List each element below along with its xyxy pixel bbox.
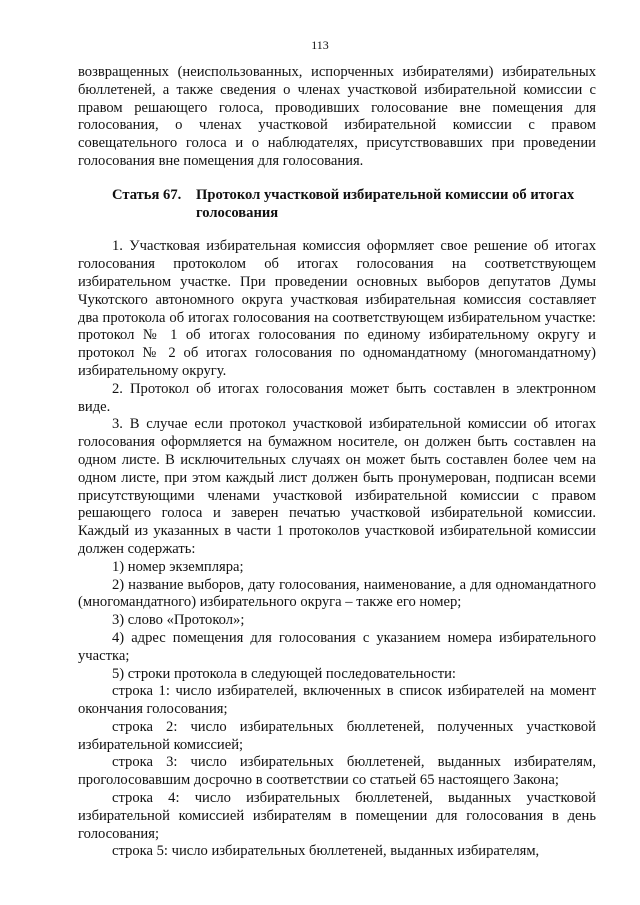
text-column xyxy=(78,64,596,861)
list-item-2: 2) название выборов, дату голосования, наименование, а для одномандатного (многомандатного) избирательного округа – также его номер; xyxy=(78,576,596,611)
protocol-line-4: строка 4: число избирательных бюллетеней, выданных участковой избирательной комиссией избирателям в помещении для голосования в день голосования; xyxy=(78,790,596,842)
paragraph-part-2: 2. Протокол об итогах голосования может быть составлен в электронном виде. xyxy=(78,380,596,415)
list-item-4: 4) адрес помещения для голосования с указанием номера избирательного участка; xyxy=(78,629,596,664)
protocol-line-5: строка 5: число избирательных бюллетеней, выданных избирателям, xyxy=(112,843,540,860)
list-item-3: 3) слово «Протокол»; xyxy=(112,612,245,629)
list-item-1: 1) номер экземпляра; xyxy=(112,558,244,575)
paragraph-part-3: 3. В случае если протокол участковой избирательной комиссии об итогах голосования оформляется на бумажном носителе, он должен быть составлен на одном листе. В исключительных случаях он может быть составлен более чем на одном листе, при этом каждый лист должен быть пронумерован, подписан всеми присутствующими членами участковой избирательной комиссии с правом решающего голоса и заверен печатью участковой избирательной комиссии. Каждый из указанных в части 1 протоколов участковой избирательной комиссии должен содержать: xyxy=(78,416,596,557)
article-title: Протокол участковой избирательной комиссии об итогах голосования xyxy=(196,186,575,221)
protocol-line-1: строка 1: число избирателей, включенных в список избирателей на момент окончания голосования; xyxy=(78,683,596,718)
intro-paragraph: возвращенных (неиспользованных, испорченных избирателями) избирательных бюллетеней, а также сведения о членах участковой избирательной комиссии с правом решающего голоса, проводивших голосование вне помещения для голосования, о членах участковой избирательной комиссии с правом совещательного голоса и о наблюдателях, присутствовавших при проведении голосования вне помещения для голосования. xyxy=(78,64,596,169)
article-number: Статья 67. xyxy=(112,186,182,203)
page-number: 113 xyxy=(311,38,329,52)
article-heading xyxy=(78,187,596,223)
list-item-5: 5) строки протокола в следующей последовательности: xyxy=(112,665,456,682)
protocol-line-2: строка 2: число избирательных бюллетеней, полученных участковой избирательной комиссией; xyxy=(78,718,596,753)
paragraph-part-1: 1. Участковая избирательная комиссия оформляет свое решение об итогах голосования протоколом об итогах голосования на соответствующем избирательном участке. При проведении основных выборов депутатов Думы Чукотского автономного округа участковая избирательная комиссия составляет два протокола об итогах голосования на соответствующем избирательном участке: протокол № 1 об итогах голосования по единому избирательному округу и протокол № 2 об итогах голосования по одномандатному (многомандатному) избирательному округу. xyxy=(78,238,596,379)
protocol-line-3: строка 3: число избирательных бюллетеней, выданных избирателям, проголосовавшим досрочно в соответствии со статьей 65 настоящего Закона; xyxy=(78,754,596,789)
